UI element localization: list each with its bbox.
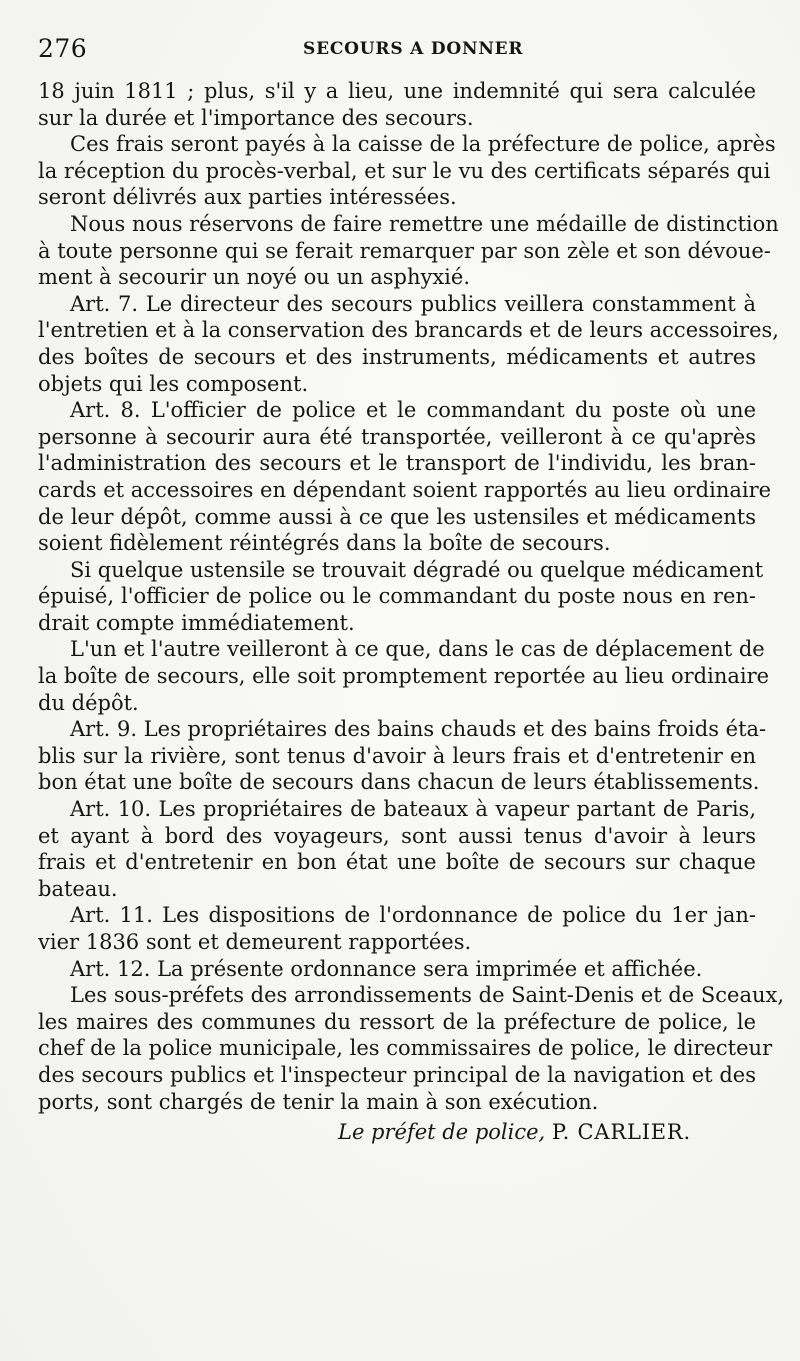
text-line: de leur dépôt, comme aussi à ce que les ustensiles et médicaments bbox=[38, 504, 756, 529]
text-line: bateau. bbox=[38, 876, 118, 901]
page-body bbox=[38, 78, 785, 1146]
text-line: Les sous-préfets des arrondissements de Saint-Denis et de Sceaux, bbox=[70, 983, 785, 1008]
text-line: personne à secourir aura été transportée, veilleront à ce qu'après bbox=[38, 424, 756, 449]
page-number: 276 bbox=[38, 34, 88, 63]
text-line: bon état une boîte de secours dans chacun de leurs établissements. bbox=[38, 770, 760, 795]
text-line: la réception du procès-verbal, et sur le vu des certificats séparés qui bbox=[38, 158, 771, 183]
text-line: des boîtes de secours et des instruments, médicaments et autres bbox=[38, 344, 756, 369]
text-line: Art. 12. La présente ordonnance sera imprimée et affichée. bbox=[70, 956, 703, 981]
text-line: cards et accessoires en dépendant soient rapportés au lieu ordinaire bbox=[38, 477, 772, 502]
text-line: objets qui les composent. bbox=[38, 371, 309, 396]
text-line: Art. 9. Les propriétaires des bains chauds et des bains froids éta- bbox=[70, 717, 767, 742]
text-line: chef de la police municipale, les commissaires de police, le directeur bbox=[38, 1036, 773, 1061]
text-line: seront délivrés aux parties intéressées. bbox=[38, 185, 457, 210]
signature bbox=[38, 1119, 756, 1146]
text-line: épuisé, l'officier de police ou le commandant du poste nous en ren- bbox=[38, 584, 756, 609]
text-line: des secours publics et l'inspecteur principal de la navigation et des bbox=[38, 1062, 756, 1087]
text-line: sur la durée et l'importance des secours. bbox=[38, 105, 474, 130]
text-line: ment à secourir un noyé ou un asphyxié. bbox=[38, 265, 470, 290]
text-line: frais et d'entretenir en bon état une boîte de secours sur chaque bbox=[38, 850, 756, 875]
text-line: Art. 10. Les propriétaires de bateaux à vapeur partant de Paris, bbox=[70, 797, 756, 822]
text-line: les maires des communes du ressort de la préfecture de police, le bbox=[38, 1009, 756, 1034]
text-line: Nous nous réservons de faire remettre une médaille de distinction bbox=[70, 211, 779, 236]
text-line: 18 juin 1811 ; plus, s'il y a lieu, une indemnité qui sera calculée bbox=[38, 79, 756, 103]
text-line: vier 1836 sont et demeurent rapportées. bbox=[38, 930, 472, 954]
text-line: Art. 11. Les dispositions de l'ordonnance de police du 1er jan- bbox=[70, 903, 756, 928]
text-line: l'administration des secours et le transport de l'individu, les bran- bbox=[38, 451, 756, 476]
text-line: du dépôt. bbox=[38, 690, 139, 715]
running-title: SECOURS A DONNER bbox=[303, 39, 524, 59]
signer-title: Le préfet de police, bbox=[338, 1120, 546, 1145]
text-line: L'un et l'autre veilleront à ce que, dans le cas de déplacement de bbox=[70, 637, 765, 662]
text-line: Ces frais seront payés à la caisse de la préfecture de police, après bbox=[70, 132, 776, 157]
text-line: blis sur la rivière, sont tenus d'avoir à leurs frais et d'entretenir en bbox=[38, 743, 756, 768]
text-line: à toute personne qui se ferait remarquer par son zèle et son dévoue- bbox=[38, 238, 771, 263]
text-line: l'entretien et à la conservation des brancards et de leurs accessoires, bbox=[38, 318, 779, 343]
text-line: et ayant à bord des voyageurs, sont aussi tenus d'avoir à leurs bbox=[38, 823, 756, 848]
text-line: drait compte immédiatement. bbox=[38, 610, 355, 635]
page-header bbox=[38, 34, 758, 64]
text-line: soient fidèlement réintégrés dans la boîte de secours. bbox=[38, 531, 611, 556]
text-line: la boîte de secours, elle soit promptement reportée au lieu ordinaire bbox=[38, 664, 770, 689]
text-line: Si quelque ustensile se trouvait dégradé ou quelque médicament bbox=[70, 557, 764, 582]
text-line: Art. 7. Le directeur des secours publics veillera constamment à bbox=[70, 291, 756, 316]
signer-name: P. CARLIER. bbox=[551, 1120, 692, 1145]
text-line: Art. 8. L'officier de police et le commandant du poste où une bbox=[70, 398, 756, 423]
text-line: ports, sont chargés de tenir la main à son exécution. bbox=[38, 1089, 599, 1114]
